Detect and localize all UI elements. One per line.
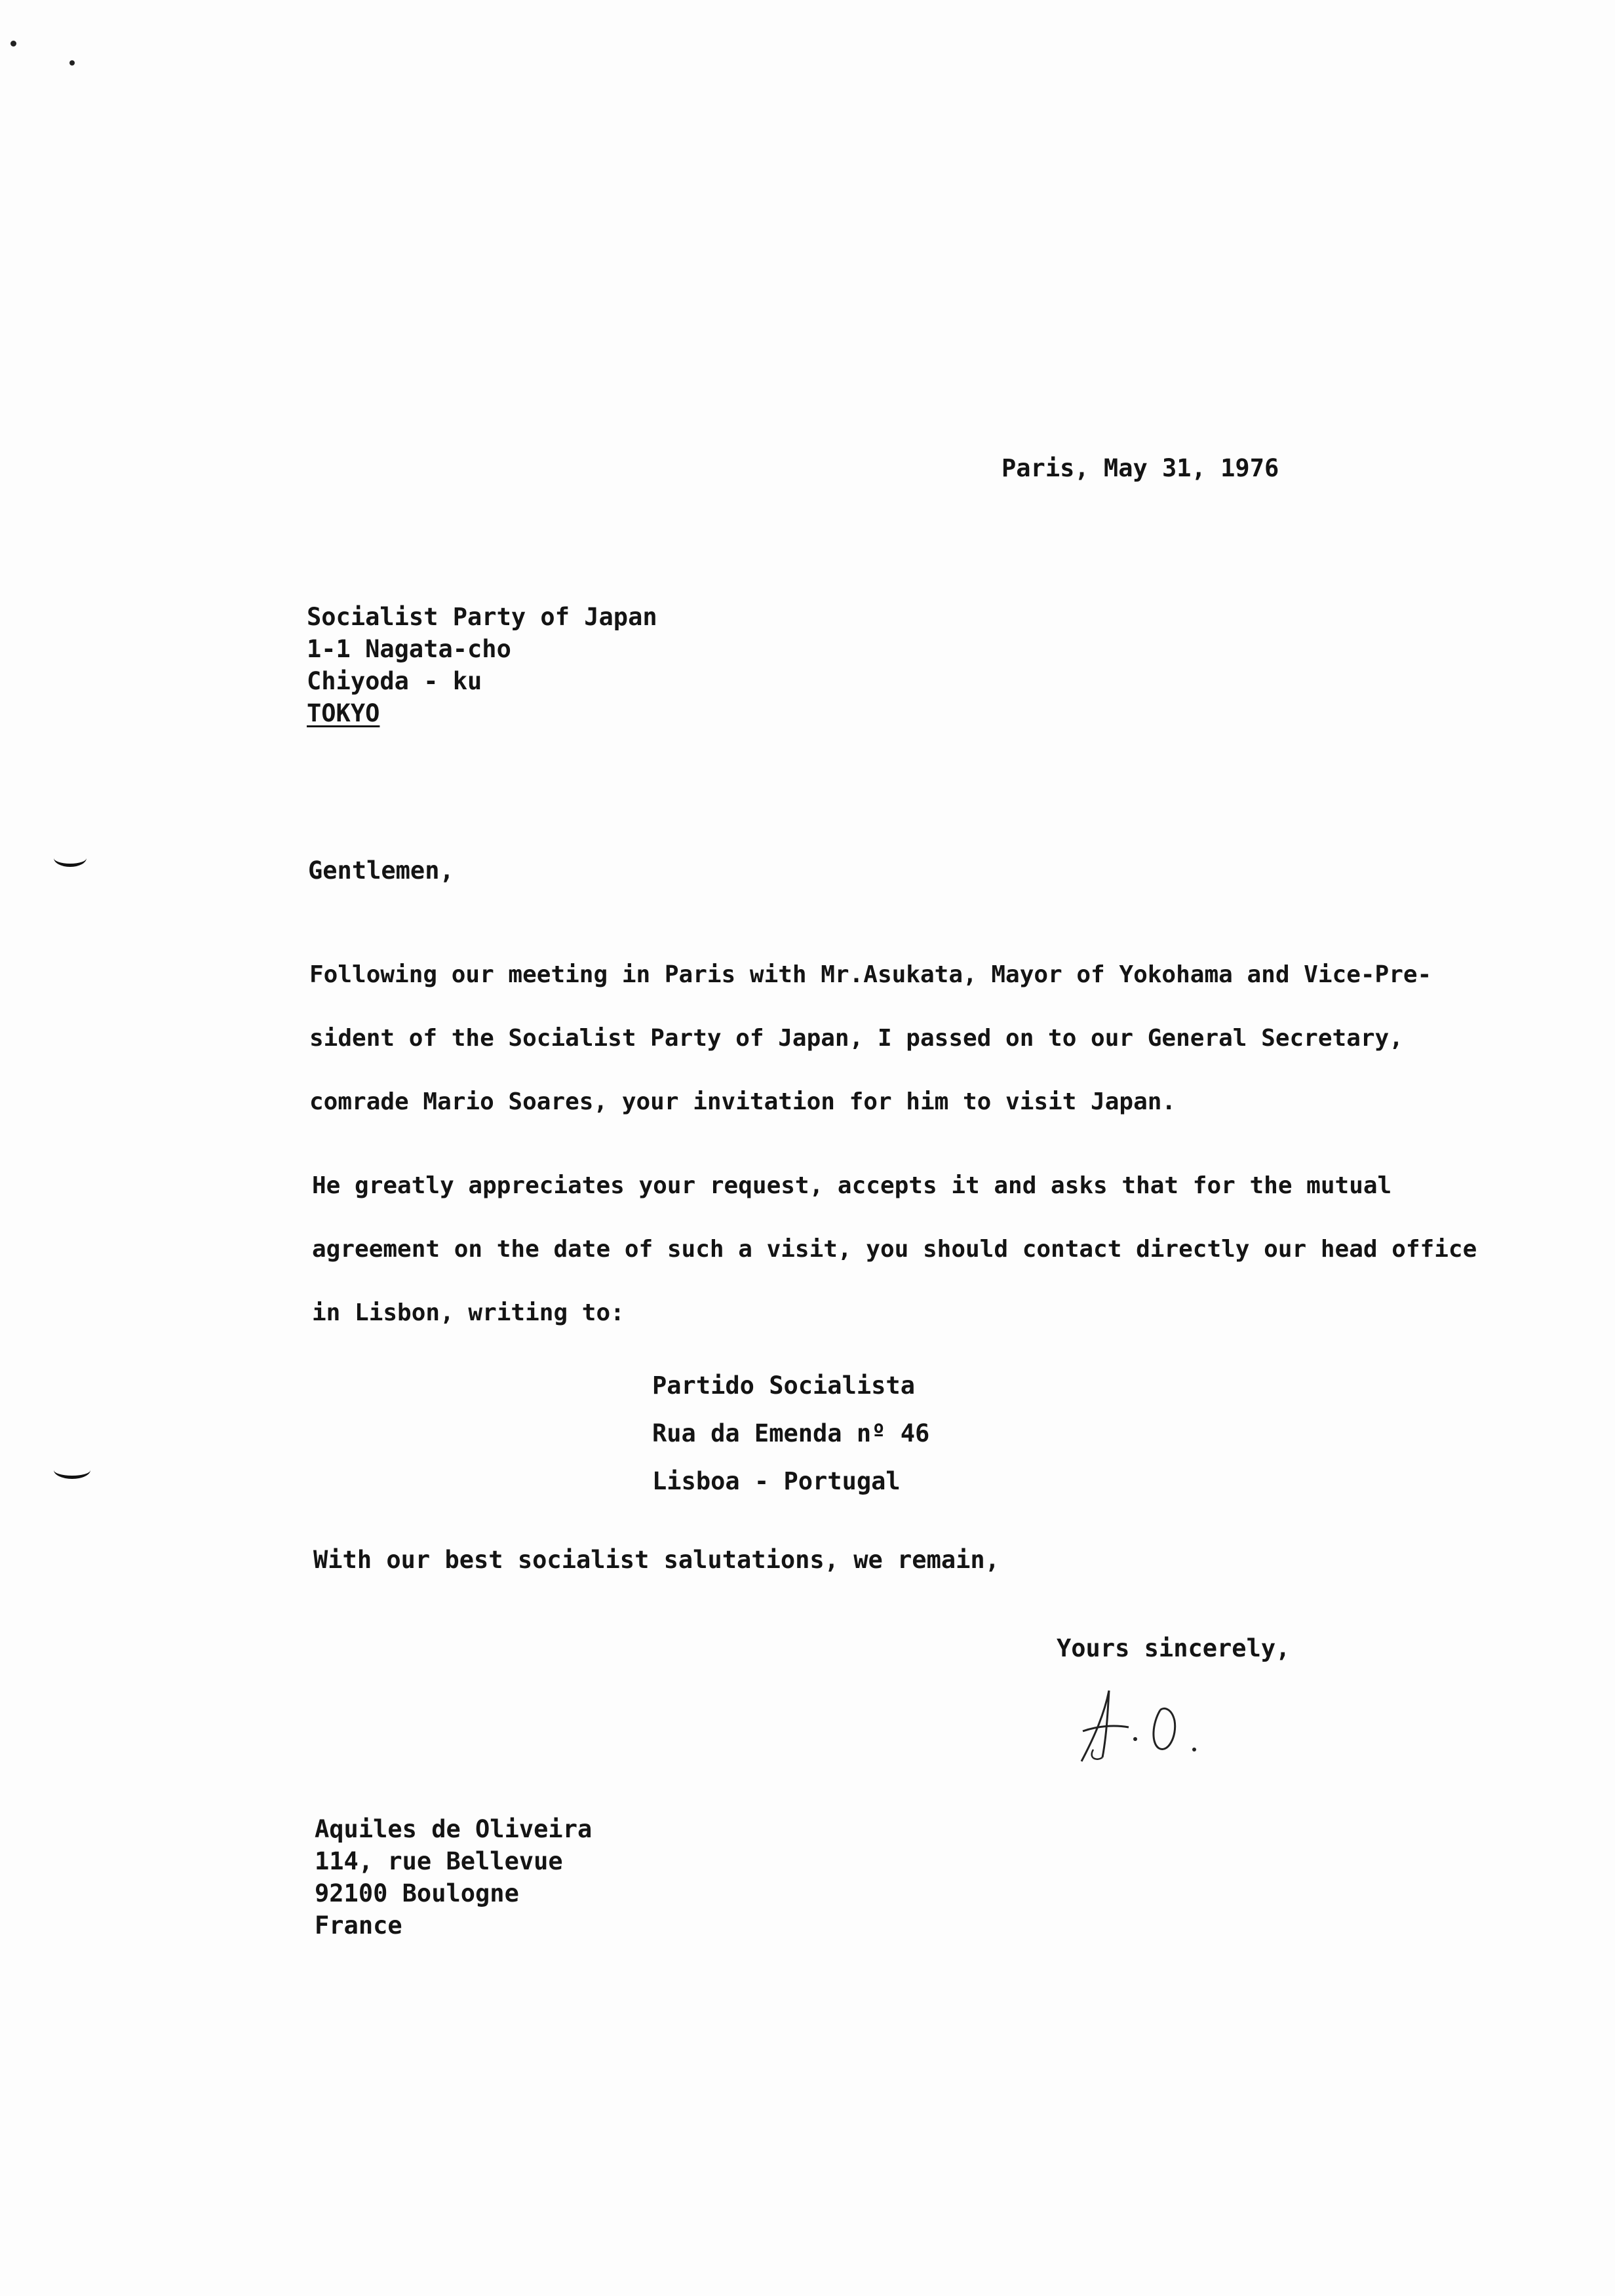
date-line: Paris, May 31, 1976 [1002, 454, 1279, 482]
scan-speck [69, 60, 75, 66]
recipient-city: TOKYO [307, 699, 380, 727]
closing: Yours sincerely, [1057, 1634, 1291, 1662]
closing-remark: With our best socialist salutations, we remain, [313, 1546, 1000, 1574]
recipient-line: Chiyoda - ku [307, 667, 482, 695]
sender-name: Aquiles de Oliveira [315, 1815, 593, 1843]
sender-country: France [315, 1911, 402, 1940]
sender-street: 114, rue Bellevue [315, 1847, 563, 1875]
handwritten-signature [1068, 1684, 1213, 1769]
paragraph-line: comrade Mario Soares, your invitation for him to visit Japan. [309, 1088, 1177, 1115]
address-line: Rua da Emenda nº 46 [652, 1419, 930, 1447]
scan-speck [10, 41, 16, 47]
salutation: Gentlemen, [308, 856, 454, 885]
paragraph-line: Following our meeting in Paris with Mr.Asukata, Mayor of Yokohama and Vice-Pre- [309, 961, 1432, 988]
paragraph-line: in Lisbon, writing to: [312, 1299, 625, 1326]
recipient-line: 1-1 Nagata-cho [307, 635, 511, 663]
sender-city: 92100 Boulogne [315, 1879, 519, 1907]
address-line: Partido Socialista [652, 1371, 915, 1400]
paragraph-line: sident of the Socialist Party of Japan, I passed on to our General Secretary, [309, 1025, 1403, 1052]
punch-hole-mark [54, 1461, 90, 1479]
recipient-line: Socialist Party of Japan [307, 603, 657, 631]
paragraph-line: He greatly appreciates your request, accepts it and asks that for the mutual [312, 1172, 1392, 1199]
paragraph-line: agreement on the date of such a visit, you should contact directly our head office [312, 1236, 1477, 1263]
address-line: Lisboa - Portugal [652, 1467, 901, 1495]
punch-hole-mark [54, 849, 87, 867]
